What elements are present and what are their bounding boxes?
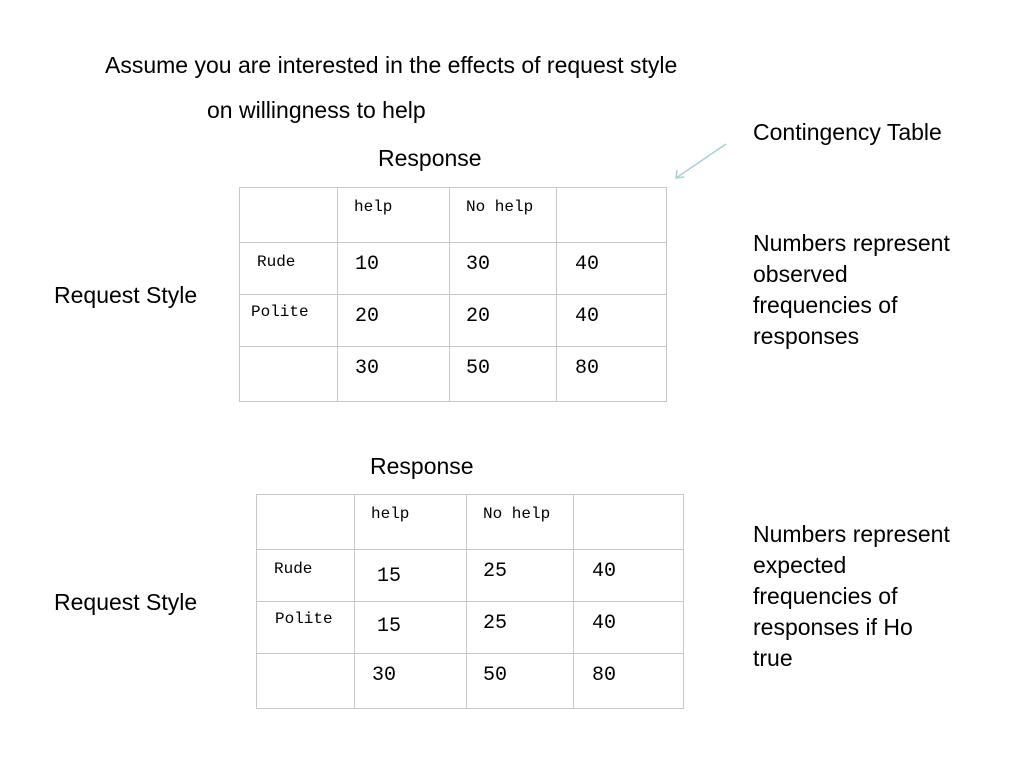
expected-header-row xyxy=(257,495,684,550)
expected-row-label-polite: Polite xyxy=(257,602,355,654)
expected-cell-polite-help: 15 xyxy=(355,602,467,654)
expected-grand-total: 80 xyxy=(574,654,684,709)
observed-corner-cell xyxy=(240,188,338,243)
table-row xyxy=(240,243,667,295)
expected-total-no-help: 50 xyxy=(467,654,574,709)
expected-note: Numbers represent expected frequencies of responses if Ho true xyxy=(753,521,950,671)
observed-row-label-polite: Polite xyxy=(240,295,338,347)
observed-response-label: Response xyxy=(378,145,482,171)
table-row xyxy=(257,602,684,654)
observed-col-header-total xyxy=(557,188,667,243)
observed-frequency-table xyxy=(239,187,667,402)
observed-cell-rude-total: 40 xyxy=(557,243,667,295)
observed-totals-label-cell xyxy=(240,347,338,402)
expected-row-label-rude: Rude xyxy=(257,550,355,602)
expected-cell-rude-total: 40 xyxy=(574,550,684,602)
observed-header-row xyxy=(240,188,667,243)
observed-col-header-no-help: No help xyxy=(450,188,557,243)
expected-total-help: 30 xyxy=(355,654,467,709)
expected-cell-polite-total: 40 xyxy=(574,602,684,654)
observed-note: Numbers represent observed frequencies of responses xyxy=(753,230,950,349)
expected-totals-row xyxy=(257,654,684,709)
observed-cell-polite-no-help: 20 xyxy=(450,295,557,347)
title-line-1: Assume you are interested in the effects of request style xyxy=(105,52,678,78)
expected-frequency-table xyxy=(256,494,684,709)
expected-cell-polite-no-help: 25 xyxy=(467,602,574,654)
observed-row-label-rude: Rude xyxy=(240,243,338,295)
observed-request-style-label: Request Style xyxy=(54,282,198,308)
expected-cell-rude-help: 15 xyxy=(355,550,467,602)
observed-cell-rude-help: 10 xyxy=(338,243,450,295)
observed-col-header-help: help xyxy=(338,188,450,243)
observed-totals-row xyxy=(240,347,667,402)
annotation-arrow xyxy=(668,138,732,184)
observed-cell-polite-help: 20 xyxy=(338,295,450,347)
observed-total-no-help: 50 xyxy=(450,347,557,402)
table-row xyxy=(240,295,667,347)
expected-col-header-no-help: No help xyxy=(467,495,574,550)
expected-response-label: Response xyxy=(370,453,474,479)
expected-totals-label-cell xyxy=(257,654,355,709)
contingency-table-label: Contingency Table xyxy=(753,119,942,145)
title-line-2: on willingness to help xyxy=(207,97,426,123)
expected-corner-cell xyxy=(257,495,355,550)
expected-request-style-label: Request Style xyxy=(54,589,198,615)
expected-col-header-total xyxy=(574,495,684,550)
table-row xyxy=(257,550,684,602)
observed-cell-rude-no-help: 30 xyxy=(450,243,557,295)
expected-col-header-help: help xyxy=(355,495,467,550)
observed-grand-total: 80 xyxy=(557,347,667,402)
observed-total-help: 30 xyxy=(338,347,450,402)
observed-cell-polite-total: 40 xyxy=(557,295,667,347)
expected-cell-rude-no-help: 25 xyxy=(467,550,574,602)
